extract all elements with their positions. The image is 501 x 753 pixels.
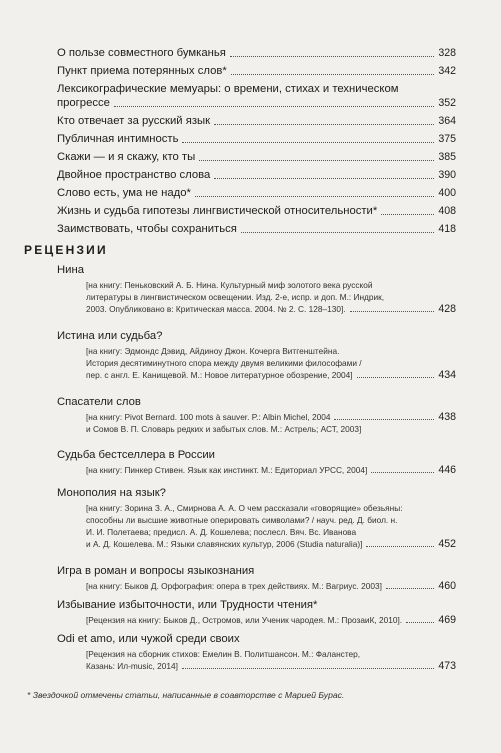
- toc-page: 352: [438, 97, 456, 109]
- toc-title: Кто отвечает за русский язык: [57, 115, 211, 127]
- review-note: [86, 411, 456, 435]
- leader-dots: [366, 546, 434, 547]
- review-page: 428: [438, 303, 456, 315]
- note-line: Казань: Ил-music, 2014]: [86, 661, 178, 671]
- toc-page: 328: [438, 47, 456, 59]
- review-note: [86, 614, 456, 626]
- note-line: [на книгу: Быков Д. Орфография: опера в трех действиях. М.: Вагриус. 2003]: [86, 581, 382, 591]
- note-line: История десятиминутного спора между двумя великими философами /: [86, 358, 362, 368]
- toc-page: 418: [438, 223, 456, 235]
- toc-entry: [57, 64, 456, 78]
- review-note: [86, 648, 456, 672]
- review-page: 473: [438, 660, 456, 672]
- leader-dots: [182, 142, 434, 143]
- toc-page: 390: [438, 169, 456, 181]
- toc-page: 408: [438, 205, 456, 217]
- review-title: Нина: [57, 264, 84, 276]
- leader-dots: [231, 74, 435, 75]
- review-note: [86, 502, 456, 550]
- leader-dots: [195, 196, 434, 197]
- toc-entry: [57, 168, 456, 182]
- note-line: [на книгу: Пинкер Стивен. Язык как инстинкт. М.: Едиториал УРСС, 2004]: [86, 465, 368, 475]
- review-page: 452: [438, 538, 456, 550]
- note-line: [на книгу: Зорина З. А., Смирнова А. А. О чем рассказали «говорящие» обезьяны:: [86, 503, 403, 513]
- leader-dots: [114, 106, 434, 107]
- toc-title-continued: прогрессе: [57, 97, 110, 109]
- review-page: 438: [438, 411, 456, 423]
- toc-entry: [57, 204, 456, 218]
- leader-dots: [371, 472, 434, 473]
- toc-entry: [57, 46, 456, 60]
- toc-page: 385: [438, 151, 456, 163]
- review-page: 434: [438, 369, 456, 381]
- toc-title: Пункт приема потерянных слов*: [57, 65, 227, 77]
- review-note: [86, 464, 456, 476]
- toc-entry: [57, 132, 456, 146]
- footnote: * Звездочкой отмечены статьи, написанные в соавторстве с Марией Бурас.: [27, 690, 345, 700]
- toc-page: 364: [438, 115, 456, 127]
- review-title: Спасатели слов: [57, 396, 141, 408]
- toc-title: Лексикографические мемуары: о времени, стихах и техническом: [57, 83, 399, 95]
- leader-dots: [214, 124, 434, 125]
- note-line: литературы в лингвистическом освещении. Изд. 2-е, испр. и доп. М.: Индрик,: [86, 292, 385, 302]
- toc-entry: [57, 150, 456, 164]
- note-line: и Сомов В. П. Словарь редких и забытых слов. М.: Астрель; АСТ, 2003]: [86, 424, 362, 434]
- note-line: и А. Д. Кошелева. М.: Языки славянских культур, 2006 (Studia naturalia)]: [86, 539, 363, 549]
- toc-title: Двойное пространство слова: [57, 169, 211, 181]
- toc-title: Жизнь и судьба гипотезы лингвистической относительности*: [57, 205, 378, 217]
- toc-page: 400: [438, 187, 456, 199]
- toc-entry: [57, 114, 456, 128]
- review-title: Игра в роман и вопросы языкознания: [57, 565, 255, 577]
- review-title: Истина или судьба?: [57, 330, 163, 342]
- review-title: Избывание избыточности, или Трудности чтения*: [57, 599, 318, 611]
- note-line: [на книгу: Пеньковский А. Б. Нина. Культурный миф золотого века русской: [86, 280, 373, 290]
- toc-page: 342: [438, 65, 456, 77]
- toc-title: Заимствовать, чтобы сохраниться: [57, 223, 237, 235]
- leader-dots: [230, 56, 434, 57]
- leader-dots: [381, 214, 434, 215]
- toc-entry: [57, 82, 456, 110]
- leader-dots: [406, 622, 434, 623]
- note-line: [на книгу: Pivot Bernard. 100 mots à sauver. P.: Albin Michel, 2004: [86, 412, 331, 422]
- review-note: [86, 279, 456, 315]
- review-note: [86, 345, 456, 381]
- toc-title: Слово есть, ума не надо*: [57, 187, 191, 199]
- review-page: 469: [438, 614, 456, 626]
- toc-entry: [57, 186, 456, 200]
- toc-entry: [57, 222, 456, 236]
- note-line: 2003. Опубликовано в: Критическая масса. 2004. № 2. С. 128–130].: [86, 304, 346, 314]
- note-line: И. И. Полетаева; предисл. А. Д. Кошелева; послесл. Вяч. Вс. Иванова: [86, 527, 357, 537]
- toc-title: О пользе совместного бумканья: [57, 47, 226, 59]
- leader-dots: [182, 668, 434, 669]
- note-line: [на книгу: Эдмондс Дэвид, Айдиноу Джон. Кочерга Витгенштейна.: [86, 346, 340, 356]
- review-note: [86, 580, 456, 592]
- leader-dots: [350, 311, 435, 312]
- review-page: 446: [438, 464, 456, 476]
- section-heading: РЕЦЕНЗИИ: [24, 243, 108, 257]
- leader-dots: [214, 178, 434, 179]
- review-title: Судьба бестселлера в России: [57, 449, 215, 461]
- note-line: [Рецензия на книгу: Быков Д., Остромов, или Ученик чародея. М.: ПрозаиК, 2010].: [86, 615, 403, 625]
- review-title: Монополия на язык?: [57, 487, 166, 499]
- toc-title: Публичная интимность: [57, 133, 179, 145]
- leader-dots: [386, 588, 434, 589]
- leader-dots: [199, 160, 434, 161]
- leader-dots: [357, 377, 435, 378]
- toc-title: Скажи — и я скажу, кто ты: [57, 151, 196, 163]
- note-line: способны ли высшие животные оперировать символами? / науч. ред. Д. биол. н.: [86, 515, 398, 525]
- leader-dots: [241, 232, 434, 233]
- review-title: Odi et amo, или чужой среди своих: [57, 633, 240, 645]
- review-page: 460: [438, 580, 456, 592]
- note-line: пер. с англ. Е. Канищевой. М.: Новое литературное обозрение, 2004]: [86, 370, 353, 380]
- note-line: [Рецензия на сборник стихов: Емелин В. Политшансон. М.: Фаланстер,: [86, 649, 361, 659]
- leader-dots: [334, 419, 434, 420]
- toc-page: 375: [438, 133, 456, 145]
